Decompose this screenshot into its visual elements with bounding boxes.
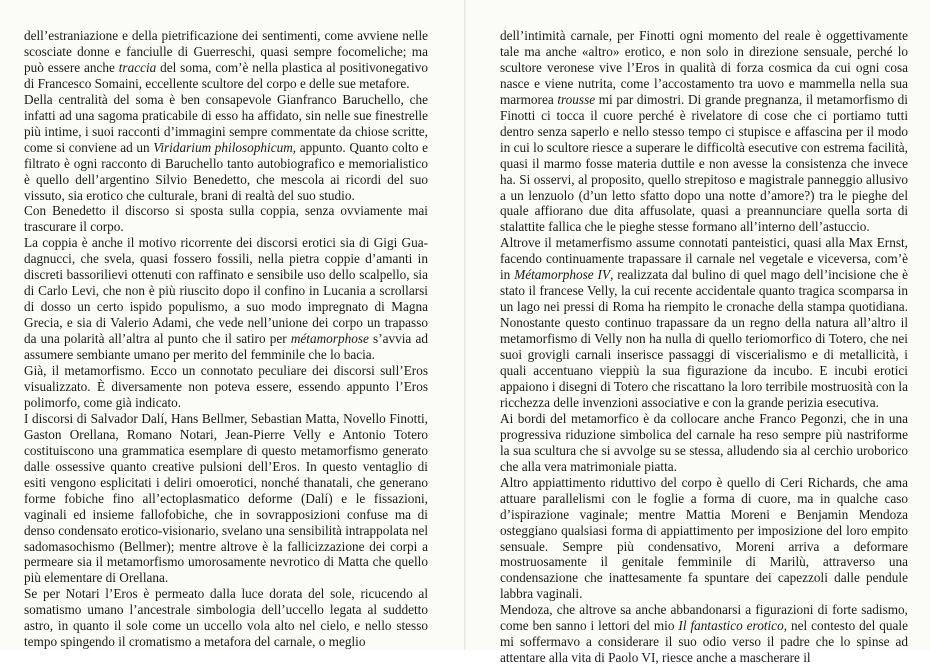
paragraph (500, 475, 908, 603)
paragraph (24, 586, 428, 650)
text-run: , appunto. Quanto colto e filtrato è ogni racconto di Baruchello tanto autobiografico e memorialistico è quello dell’argentino Silvio Benedetto, che mescola ai ricordi del suo vissuto, sia erotico che culturale, brani di realtà del suo studio. (24, 139, 428, 203)
page-fold (464, 0, 466, 650)
italic-title: trousse (557, 91, 596, 107)
text-run: , nel contesto del quale mi soffermavo a considerare il suo odio verso il padre che lo spinse ad attentare alla vita di Paolo VI, riesce anche a mascherare il (500, 618, 908, 666)
text-run: I discorsi di Salvador Dalí, Hans Bellmer, Sebastian Matta, Novello Finotti, Gaston Orellana, Romano Notari, Jean-Pierre Velly e Antonio Totero costituiscono una grammatica esemplare di questo metamorfismo generato dalle ossessive quanto creative pulsioni dell’Eros. In questo ventaglio di esiti vengono esplicitati i deliri omoerotici, nonché thanatali, che generano forme fobiche fino all’ectoplasmatico deforme (Dalí) e le fissazioni, vaginali ed insieme fallofobiche, che in sovrapposizioni confuse ma di denso condensato erotico-visionario, svelano una sensibilità intrappolata nel sadomasochismo (Bellmer); mentre altrove è la fallicizzazione dei corpi a permeare sia il metamorfismo umorosamente nevrotico di Matta che quello più elementare di Orellana. (24, 410, 429, 586)
italic-title: Métamorphose IV (514, 267, 611, 283)
text-run: Mendoza, che altrove sa anche abbandonarsi a figurazioni di forte sadismo, come ben sanno i lettori del mio (500, 602, 908, 634)
text-run: mi par dimostri. Di grande pregnanza, il metamorfismo di Finotti ci tocca il cuore perché è rivelatore di cose che ci portiamo tutti dentro senza saperlo e nello stesso tempo ci stupisce e affascina per il modo in cui lo scultore riesce a superare le difficoltà esecutive con estrema facilità, quasi il marmo fosse materia duttile e non avesse la consistenza che invece ha. Si osservi, al proposito, quello strepitoso e magistrale panneggio allusivo a un lenzuolo (d’un letto sfatto dopo una notte d’amore?) tra le pieghe del quale affiorano due dita affusolate, quasi a preannunciare quella sorta di stalattite fallica che le pieghe stesse formano all’interno dell’astuccio. (500, 91, 908, 235)
paragraph (24, 411, 428, 586)
paragraph (24, 363, 428, 411)
paragraph (500, 602, 908, 666)
italic-title: Il fantastico erotico (678, 618, 784, 634)
right-page (500, 28, 908, 666)
paragraph (24, 235, 428, 363)
text-run: , realizzata dal bulino di quel mago dell’incisione che è stato il francese Velly, la cui recente accidentale quanto tragica scomparsa in un lago nei pressi di Roma ha riempito le cronache della stampa quotidiana. Nonostante questo continuo trapassare da un regno della natura all’altro il metamorfismo di Velly non ha nulla di quello teriomorfico di Totero, che nei suoi grovigli carnali inserisce passaggi di viscerialismo e di metallicità, i quali accentuano vieppiù la sua figurazione da incubo. E incubi erotici appaiono i disegni di Totero che riscattano la loro terribile mostruosità con la ricchezza delle invenzioni associative e con la grande perizia esecutiva. (500, 267, 908, 410)
text-run: Altrove il metamerfismo assume connotati panteistici, quasi alla Max Ernst, facendo continuamente trapassare il carnale nel vegetale e viceversa, com’è in (500, 235, 908, 283)
text-run: s’avvia ad assumere sembiante umano per merito del femminile che lo bacia. (24, 331, 428, 363)
text-run: dell’estraniazione e della pietrificazione dei sentimenti, come avviene nelle scosciate donne e fanciulle di Guerreschi, quasi sempre focomeliche; ma può essere anche (24, 28, 428, 75)
italic-title: Viridarium philosophicum (153, 139, 293, 155)
text-run: Della centralità del soma è ben consapevole Gianfranco Baruchello, che infatti ad una sagoma praticabile di esso ha affidato, sin nelle sue finestrelle più intime, i suoi racconti d’immagini sempre commentate da chiose scritte, come si conviene ad un (24, 91, 428, 155)
paragraph (500, 411, 908, 475)
text-run: Già, il metamorfismo. Ecco un connotato peculiare dei discorsi sull’Eros visualizzato. È diversamente non poteva essere, essendo appunto l’Eros polimorfo, come già indicato. (24, 363, 428, 410)
paragraph (24, 28, 428, 92)
text-run: del soma, com’è nella plastica al positivonegativo di Francesco Somaini, eccellente scultore del corpo e delle sue metafore. (24, 59, 428, 91)
text-run: La coppia è anche il motivo ricorrente dei discorsi erotici sia di Gigi Guadagnucci, che svela, quasi fossero fossili, nella pietra coppie d’amanti in discreti bassorilievi ottenuti con raffinato e sensibile uso dello scalpello, sia di Carlo Levi, che non è più riuscito dopo il confino in Lucania a scrollarsi di dosso un certo ispido populismo, a suo modo impregnato di Magna Grecia, e sia di Valerio Adami, che vede nell’unione dei corpo un trapasso da una polarità all’altra al punto che il satiro per (24, 235, 428, 347)
left-page (24, 28, 428, 650)
paragraph (24, 203, 428, 235)
text-run: Se per Notari l’Eros è permeato dalla luce dorata del sole, ricucendo al somatismo umano l’ancestrale simbologia dell’uccello legata al suddetto astro, in quanto il sole come un uccello vola alto nel cielo, e nello stesso tempo spingendo il cromatismo a metafora del carnale, o meglio (24, 586, 428, 650)
text-run: Con Benedetto il discorso si sposta sulla coppia, senza ovviamente mai trascurare il corpo. (24, 203, 428, 235)
paragraph (500, 235, 908, 410)
paragraph (24, 92, 428, 204)
text-run: Altro appiattimento riduttivo del corpo è quello di Ceri Richards, che ama attuare parallelismi con le foglie a forma di cuore, ma in qualche caso d’ispirazione vaginale; mentre Mattia Moreni e Benjamin Mendoza osteggiano qualsiasi forma di appiattimento per imposizione del loro empito sensuale. Sempre più condensativo, Moreni arriva a deformare mostruosamente il genitale femminile di Marilù, attraverso una condensazione che inattesamente fa spuntare dei capezzoli dalle pendule labbra vaginali. (500, 474, 908, 602)
italic-title: métamorphose (290, 331, 369, 347)
text-run: dell’intimità carnale, per Finotti ogni momento del reale è oggettivamente tale ma anche «altro» erotico, e non solo in direzione sensuale, perché lo scultore veronese vive l’Eros in qualità di forza cosmica da cui ogni cosa nasce e viene nutrita, come l’accostamento tra uovo e mammella nella sua marmorea (500, 28, 908, 107)
paragraph (500, 28, 908, 235)
text-run: Ai bordi del metamorfico è da collocare anche Franco Pegonzi, che in una progressiva riduzione simbolica del carnale ha reso sempre più nastriforme la sua scultura che si avvolge su se stessa, alludendo sia al cerchio uroborico che alla vera matrimoniale piatta. (500, 410, 908, 474)
italic-title: traccia (118, 59, 157, 75)
